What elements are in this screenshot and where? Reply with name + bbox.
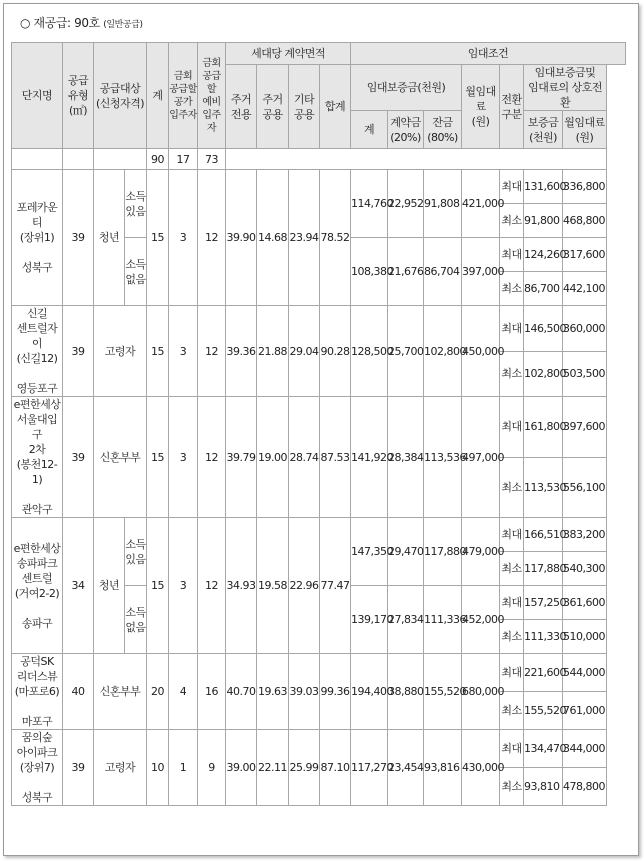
deposit-total: 141,920 [351, 397, 388, 518]
recruit-vacant: 3 [169, 397, 198, 518]
deposit-balance: 86,704 [424, 238, 462, 306]
conversion-kind: 최대 [500, 586, 524, 620]
caption-subtext: (일반공급) [103, 20, 143, 30]
col-header-conv-rent: 월임대료 (원) [563, 111, 607, 149]
conversion-kind: 최대 [500, 306, 524, 352]
conversion-deposit: 161,800 [524, 397, 563, 458]
col-header-target: 공급대상 (신청자격) [94, 43, 147, 149]
conversion-kind: 최소 [500, 351, 524, 397]
deposit-contract: 21,676 [388, 238, 424, 306]
deposit-balance: 93,816 [424, 730, 462, 806]
conversion-deposit: 166,510 [524, 518, 563, 552]
recruit-reserve: 12 [198, 397, 226, 518]
section-caption [20, 14, 143, 31]
recruit-reserve: 12 [198, 518, 226, 654]
deposit-balance: 117,880 [424, 518, 462, 586]
area-other: 25.99 [289, 730, 320, 806]
conversion-rent: 761,000 [563, 692, 607, 730]
conversion-deposit: 134,470 [524, 730, 563, 768]
area-common: 19.63 [257, 654, 289, 730]
conversion-deposit: 131,600 [524, 170, 563, 204]
unit-total: 15 [147, 518, 169, 654]
deposit-balance: 155,520 [424, 654, 462, 730]
table-row [12, 306, 626, 352]
complex-name: e편한세상 송파파크 센트럴 (거여2-2) 송파구 [12, 518, 63, 654]
col-header-area-group: 세대당 계약면적 [226, 43, 351, 65]
area-exclusive: 39.79 [226, 397, 257, 518]
conversion-rent: 510,000 [563, 620, 607, 654]
col-header-area-excl: 주거 전용 [226, 65, 257, 149]
monthly-rent: 452,000 [462, 586, 500, 654]
totals-row [12, 149, 626, 170]
conversion-kind: 최소 [500, 620, 524, 654]
area-common: 19.00 [257, 397, 289, 518]
deposit-total: 114,760 [351, 170, 388, 238]
conversion-deposit: 221,600 [524, 654, 563, 692]
col-header-deposit-balance: 잔금 (80%) [424, 111, 462, 149]
col-header-total: 계 [147, 43, 169, 149]
income-label: 소득 있음 [125, 170, 147, 238]
table-row [12, 170, 626, 204]
conversion-rent: 397,600 [563, 397, 607, 458]
col-header-supply-type: 공급 유형 (㎡) [63, 43, 94, 149]
col-header-area-sum: 합계 [320, 65, 351, 149]
area-sum: 87.10 [320, 730, 351, 806]
deposit-balance: 113,536 [424, 397, 462, 518]
conversion-deposit: 113,530 [524, 457, 563, 518]
conversion-kind: 최대 [500, 518, 524, 552]
area-other: 22.96 [289, 518, 320, 654]
col-header-deposit-total: 계 [351, 111, 388, 149]
area-sum: 78.52 [320, 170, 351, 306]
rental-conditions-table [11, 42, 626, 806]
area-common: 19.58 [257, 518, 289, 654]
caption-text: ○ 재공급: 90호 [20, 16, 100, 30]
target-group: 청년 [94, 518, 125, 654]
area-common: 22.11 [257, 730, 289, 806]
unit-total: 20 [147, 654, 169, 730]
area-other: 29.04 [289, 306, 320, 397]
deposit-contract: 22,952 [388, 170, 424, 238]
col-header-conv-group: 임대보증금및 임대료의 상호전환 [524, 65, 607, 111]
target-group: 신혼부부 [94, 654, 147, 730]
conversion-rent: 317,600 [563, 238, 607, 272]
area-sum: 77.47 [320, 518, 351, 654]
deposit-total: 117,270 [351, 730, 388, 806]
recruit-vacant: 4 [169, 654, 198, 730]
area-exclusive: 39.00 [226, 730, 257, 806]
conversion-rent: 344,000 [563, 730, 607, 768]
col-header-monthly: 월임대료 (원) [462, 65, 500, 149]
conversion-rent: 478,800 [563, 768, 607, 806]
deposit-total: 108,380 [351, 238, 388, 306]
conversion-rent: 556,100 [563, 457, 607, 518]
supply-type: 39 [63, 730, 94, 806]
conversion-deposit: 111,330 [524, 620, 563, 654]
conversion-kind: 최소 [500, 457, 524, 518]
deposit-total: 147,350 [351, 518, 388, 586]
table-row [12, 518, 626, 552]
supply-type: 39 [63, 170, 94, 306]
conversion-deposit: 157,250 [524, 586, 563, 620]
recruit-reserve: 9 [198, 730, 226, 806]
conversion-kind: 최대 [500, 238, 524, 272]
conversion-rent: 544,000 [563, 654, 607, 692]
col-header-area-common: 주거 공용 [257, 65, 289, 149]
supply-type: 34 [63, 518, 94, 654]
complex-name: 꿈의숲 아이파크 (장위7) 성북구 [12, 730, 63, 806]
conversion-kind: 최소 [500, 204, 524, 238]
deposit-total: 128,500 [351, 306, 388, 397]
monthly-rent: 680,000 [462, 654, 500, 730]
conversion-rent: 442,100 [563, 272, 607, 306]
monthly-rent: 397,000 [462, 238, 500, 306]
area-sum: 90.28 [320, 306, 351, 397]
area-common: 14.68 [257, 170, 289, 306]
monthly-rent: 497,000 [462, 397, 500, 518]
supply-type: 39 [63, 397, 94, 518]
income-label: 소득 없음 [125, 238, 147, 306]
income-label: 소득 없음 [125, 586, 147, 654]
conversion-deposit: 86,700 [524, 272, 563, 306]
col-header-deposit-group: 임대보증금(천원) [351, 65, 462, 111]
conversion-rent: 540,300 [563, 552, 607, 586]
area-sum: 99.36 [320, 654, 351, 730]
total-units: 90 [147, 149, 169, 170]
monthly-rent: 421,000 [462, 170, 500, 238]
col-header-recruit-reserve: 금회 공급할 예비 입주자 [198, 43, 226, 149]
recruit-vacant: 3 [169, 306, 198, 397]
recruit-vacant: 1 [169, 730, 198, 806]
col-header-recruit-vacant: 금회 공급할 공가 입주자 [169, 43, 198, 149]
monthly-rent: 479,000 [462, 518, 500, 586]
area-other: 39.03 [289, 654, 320, 730]
complex-name: 포레카운티 (장위1) 성북구 [12, 170, 63, 306]
area-exclusive: 40.70 [226, 654, 257, 730]
deposit-contract: 27,834 [388, 586, 424, 654]
unit-total: 15 [147, 397, 169, 518]
supply-type: 39 [63, 306, 94, 397]
conversion-kind: 최소 [500, 768, 524, 806]
complex-name: 공덕SK 리더스뷰 (마포로6) 마포구 [12, 654, 63, 730]
deposit-contract: 38,880 [388, 654, 424, 730]
conversion-kind: 최소 [500, 272, 524, 306]
area-other: 28.74 [289, 397, 320, 518]
table-row [12, 654, 626, 692]
conversion-kind: 최대 [500, 654, 524, 692]
col-header-area-other: 기타 공용 [289, 65, 320, 149]
conversion-kind: 최대 [500, 170, 524, 204]
area-exclusive: 39.90 [226, 170, 257, 306]
col-header-conv-deposit: 보증금 (천원) [524, 111, 563, 149]
complex-name: 신길 센트럴자이 (신길12) 영등포구 [12, 306, 63, 397]
deposit-balance: 102,800 [424, 306, 462, 397]
conversion-kind: 최소 [500, 692, 524, 730]
recruit-reserve: 12 [198, 170, 226, 306]
target-group: 청년 [94, 170, 125, 306]
unit-total: 15 [147, 306, 169, 397]
target-group: 고령자 [94, 306, 147, 397]
col-header-deposit-contract: 계약금 (20%) [388, 111, 424, 149]
area-exclusive: 34.93 [226, 518, 257, 654]
col-header-rent-group: 임대조건 [351, 43, 626, 65]
deposit-balance: 111,336 [424, 586, 462, 654]
conversion-rent: 383,200 [563, 518, 607, 552]
unit-total: 10 [147, 730, 169, 806]
conversion-kind: 최소 [500, 552, 524, 586]
conversion-rent: 336,800 [563, 170, 607, 204]
target-group: 신혼부부 [94, 397, 147, 518]
recruit-vacant: 3 [169, 170, 198, 306]
conversion-kind: 최대 [500, 397, 524, 458]
deposit-balance: 91,808 [424, 170, 462, 238]
target-group: 고령자 [94, 730, 147, 806]
table-row [12, 397, 626, 458]
conversion-rent: 360,000 [563, 306, 607, 352]
recruit-vacant: 3 [169, 518, 198, 654]
complex-name: e편한세상 서울대입구 2차 (봉천12-1) 관악구 [12, 397, 63, 518]
table-row [12, 730, 626, 768]
conversion-rent: 468,800 [563, 204, 607, 238]
deposit-total: 194,400 [351, 654, 388, 730]
col-header-conv-kind: 전환 구분 [500, 65, 524, 149]
conversion-rent: 361,600 [563, 586, 607, 620]
area-other: 23.94 [289, 170, 320, 306]
recruit-reserve: 16 [198, 654, 226, 730]
conversion-rent: 503,500 [563, 351, 607, 397]
monthly-rent: 450,000 [462, 306, 500, 397]
conversion-deposit: 93,810 [524, 768, 563, 806]
deposit-contract: 23,454 [388, 730, 424, 806]
col-header-complex: 단지명 [12, 43, 63, 149]
conversion-deposit: 91,800 [524, 204, 563, 238]
income-label: 소득 있음 [125, 518, 147, 586]
area-common: 21.88 [257, 306, 289, 397]
area-exclusive: 39.36 [226, 306, 257, 397]
conversion-deposit: 146,500 [524, 306, 563, 352]
deposit-total: 139,170 [351, 586, 388, 654]
total-recruit-vacant: 17 [169, 149, 198, 170]
deposit-contract: 29,470 [388, 518, 424, 586]
supply-type: 40 [63, 654, 94, 730]
deposit-contract: 25,700 [388, 306, 424, 397]
conversion-deposit: 124,260 [524, 238, 563, 272]
deposit-contract: 28,384 [388, 397, 424, 518]
area-sum: 87.53 [320, 397, 351, 518]
recruit-reserve: 12 [198, 306, 226, 397]
conversion-deposit: 155,520 [524, 692, 563, 730]
conversion-kind: 최대 [500, 730, 524, 768]
conversion-deposit: 117,880 [524, 552, 563, 586]
unit-total: 15 [147, 170, 169, 306]
conversion-deposit: 102,800 [524, 351, 563, 397]
total-recruit-reserve: 73 [198, 149, 226, 170]
monthly-rent: 430,000 [462, 730, 500, 806]
